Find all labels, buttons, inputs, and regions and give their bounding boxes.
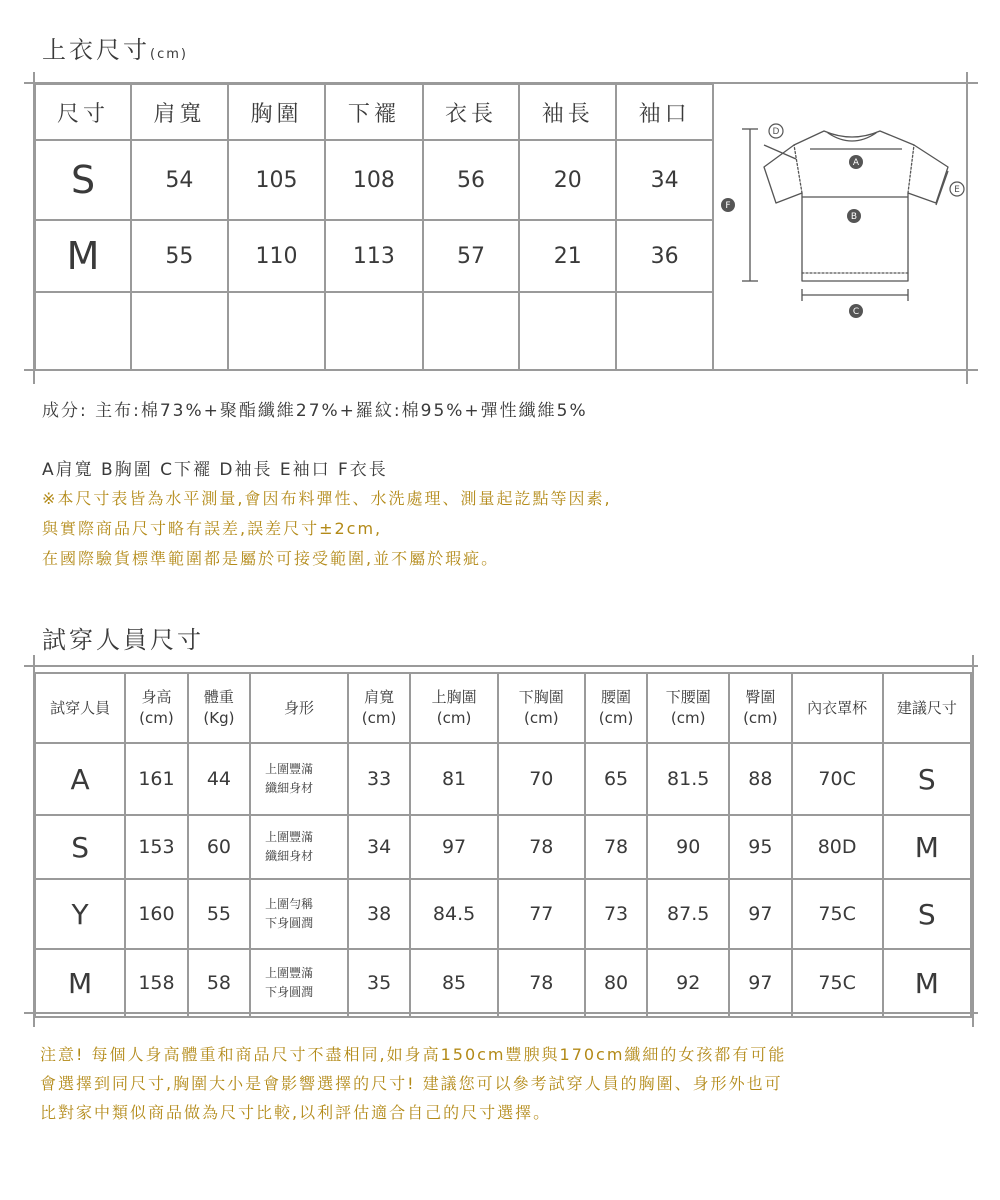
size-value: 56: [423, 140, 520, 220]
model-height: 160: [125, 879, 188, 949]
model-hip: 88: [729, 743, 792, 815]
model-lower-chest: 77: [498, 879, 585, 949]
footer-note-line: 比對家中類似商品做為尺寸比較,以利評估適合自己的尺寸選擇。: [40, 1103, 552, 1122]
height-header-label: 身高: [141, 688, 172, 706]
size-value: 54: [131, 140, 228, 220]
model-cup: 70C: [792, 743, 883, 815]
model-name: A: [35, 743, 125, 815]
body-type-line: 上圍豐滿: [265, 762, 314, 776]
size-value: 110: [228, 220, 325, 292]
model-lower-chest: 78: [498, 815, 585, 879]
size-row-m: [35, 220, 713, 292]
body-type-line: 上圍豐滿: [265, 966, 314, 980]
lower-waist-header-unit: (cm): [670, 709, 706, 727]
model-shoulder: 35: [348, 949, 411, 1017]
shoulder-header-unit: (cm): [361, 709, 397, 727]
model-size-title: 試穿人員尺寸: [42, 626, 204, 654]
upper-chest-header-unit: (cm): [436, 709, 472, 727]
size-label: M: [35, 220, 131, 292]
model-frame-top: [24, 665, 978, 667]
size-chart-title-text: 上衣尺寸: [42, 36, 150, 64]
composition-text: 成分: 主布:棉73%+聚酯纖維27%+羅紋:棉95%+彈性纖維5%: [42, 401, 588, 421]
model-name: M: [35, 949, 125, 1017]
empty-cell: [423, 292, 520, 370]
lower-waist-header: [647, 673, 729, 743]
hip-header-label: 臀圍: [745, 688, 776, 706]
model-row-m: [35, 949, 971, 1017]
empty-cell: [519, 292, 616, 370]
model-shoulder: 33: [348, 743, 411, 815]
note-line: ※本尺寸表皆為水平測量,會因布料彈性、水洗處理、測量起訖點等因素,: [42, 489, 612, 508]
weight-header-unit: (Kg): [203, 709, 235, 727]
size-value: 113: [325, 220, 422, 292]
body-header-label: 身形: [283, 698, 314, 717]
size-value: 55: [131, 220, 228, 292]
model-cup: 80D: [792, 815, 883, 879]
waist-header: [585, 673, 648, 743]
size-table-header-row: [35, 84, 713, 140]
shoulder-header-label: 肩寬: [364, 688, 395, 706]
body-type-line: 纖細身材: [265, 781, 314, 795]
model-table-header-row: [35, 673, 971, 743]
body-type-line: 下身圓潤: [265, 916, 314, 930]
hip-header: [729, 673, 792, 743]
size-value: 20: [519, 140, 616, 220]
diagram-label-b: B: [850, 212, 858, 222]
model-upper-chest: 97: [410, 815, 497, 879]
hip-header-unit: (cm): [743, 709, 778, 727]
size-value: 34: [616, 140, 713, 220]
model-waist: 80: [585, 949, 648, 1017]
size-label: S: [35, 140, 131, 220]
size-value: 36: [616, 220, 713, 292]
model-upper-chest: 85: [410, 949, 497, 1017]
tshirt-diagram-svg: [714, 83, 966, 368]
measure-legend: A肩寬 B胸圍 C下襬 D袖長 E袖口 F衣長: [42, 460, 388, 480]
body-header: [250, 673, 348, 743]
empty-cell: [131, 292, 228, 370]
model-lower-waist: 90: [647, 815, 729, 879]
model-table: [34, 672, 972, 1018]
tshirt-diagram: [714, 83, 966, 368]
body-type-line: 上圍勻稱: [265, 897, 314, 911]
height-header: [125, 673, 188, 743]
model-lower-waist: 92: [647, 949, 729, 1017]
model-hip: 97: [729, 949, 792, 1017]
model-lower-chest: 78: [498, 949, 585, 1017]
diagram-label-a: A: [852, 158, 860, 168]
body-type-line: 纖細身材: [265, 849, 314, 863]
model-body-type: [250, 879, 348, 949]
model-weight: 60: [188, 815, 250, 879]
model-weight: 44: [188, 743, 250, 815]
model-header-label: 試穿人員: [50, 698, 111, 717]
lower-chest-header: [498, 673, 585, 743]
model-shoulder: 34: [348, 815, 411, 879]
waist-header-label: 腰圍: [601, 688, 632, 706]
measure-notes: [42, 484, 612, 574]
model-body-type: [250, 815, 348, 879]
size-row-s: [35, 140, 713, 220]
model-body-type: [250, 743, 348, 815]
model-upper-chest: 81: [410, 743, 497, 815]
size-table: [34, 83, 714, 371]
model-weight: 58: [188, 949, 250, 1017]
model-lower-chest: 70: [498, 743, 585, 815]
model-height: 153: [125, 815, 188, 879]
footer-notes: [40, 1040, 786, 1127]
model-row-a: [35, 743, 971, 815]
model-frame-right: [972, 655, 974, 1027]
note-line: 與實際商品尺寸略有誤差,誤差尺寸±2cm,: [42, 519, 383, 538]
empty-cell: [325, 292, 422, 370]
model-header: [35, 673, 125, 743]
model-name: S: [35, 815, 125, 879]
model-cup: 75C: [792, 949, 883, 1017]
empty-cell: [616, 292, 713, 370]
weight-header-label: 體重: [203, 688, 234, 706]
model-shoulder: 38: [348, 879, 411, 949]
footer-note-line: 注意! 每個人身高體重和商品尺寸不盡相同,如身高150cm豐腴與170cm纖細的女孩都有可能: [40, 1045, 787, 1064]
size-chart-unit: (cm): [150, 47, 188, 62]
size-chart-title: [42, 30, 188, 65]
model-suggest: S: [883, 879, 971, 949]
model-row-s: [35, 815, 971, 879]
lower-chest-header-label: 下胸圍: [518, 688, 564, 706]
model-body-type: [250, 949, 348, 1017]
model-height: 161: [125, 743, 188, 815]
diagram-label-c: C: [852, 307, 860, 317]
model-lower-waist: 81.5: [647, 743, 729, 815]
size-value: 108: [325, 140, 422, 220]
upper-chest-header-label: 上胸圍: [431, 688, 477, 706]
size-value: 57: [423, 220, 520, 292]
shoulder-header: [348, 673, 411, 743]
body-type-line: 下身圓潤: [265, 985, 314, 999]
footer-note-line: 會選擇到同尺寸,胸圍大小是會影響選擇的尺寸! 建議您可以參考試穿人員的胸圍、身形外也可: [40, 1074, 783, 1093]
size-row-empty: [35, 292, 713, 370]
header-shoulder: 肩寬: [131, 84, 228, 140]
suggest-header-label: 建議尺寸: [896, 698, 957, 717]
model-height: 158: [125, 949, 188, 1017]
weight-header: [188, 673, 250, 743]
model-hip: 95: [729, 815, 792, 879]
model-waist: 73: [585, 879, 648, 949]
model-name: Y: [35, 879, 125, 949]
model-waist: 65: [585, 743, 648, 815]
body-type-line: 上圍豐滿: [265, 830, 314, 844]
height-header-unit: (cm): [139, 709, 174, 727]
empty-cell: [35, 292, 131, 370]
suggest-header: [883, 673, 971, 743]
diagram-label-e: E: [954, 185, 960, 195]
cup-header-label: 內衣罩杯: [807, 698, 868, 717]
header-cuff: 袖口: [616, 84, 713, 140]
lower-chest-header-unit: (cm): [524, 709, 559, 727]
diagram-label-d: D: [772, 127, 780, 137]
note-line: 在國際驗貨標準範圍都是屬於可接受範圍,並不屬於瑕疵。: [42, 549, 500, 568]
model-waist: 78: [585, 815, 648, 879]
empty-cell: [228, 292, 325, 370]
upper-chest-header: [410, 673, 497, 743]
header-size: 尺寸: [35, 84, 131, 140]
model-row-y: [35, 879, 971, 949]
model-suggest: M: [883, 815, 971, 879]
model-suggest: M: [883, 949, 971, 1017]
header-hem: 下襬: [325, 84, 422, 140]
model-hip: 97: [729, 879, 792, 949]
header-chest: 胸圍: [228, 84, 325, 140]
model-weight: 55: [188, 879, 250, 949]
size-value: 105: [228, 140, 325, 220]
cup-header: [792, 673, 883, 743]
lower-waist-header-label: 下腰圍: [665, 688, 711, 706]
frame-line-right: [966, 72, 968, 384]
model-cup: 75C: [792, 879, 883, 949]
model-suggest: S: [883, 743, 971, 815]
model-lower-waist: 87.5: [647, 879, 729, 949]
waist-header-unit: (cm): [598, 709, 634, 727]
header-length: 衣長: [423, 84, 520, 140]
diagram-label-f: F: [725, 201, 731, 211]
header-sleeve: 袖長: [519, 84, 616, 140]
size-value: 21: [519, 220, 616, 292]
model-upper-chest: 84.5: [410, 879, 497, 949]
